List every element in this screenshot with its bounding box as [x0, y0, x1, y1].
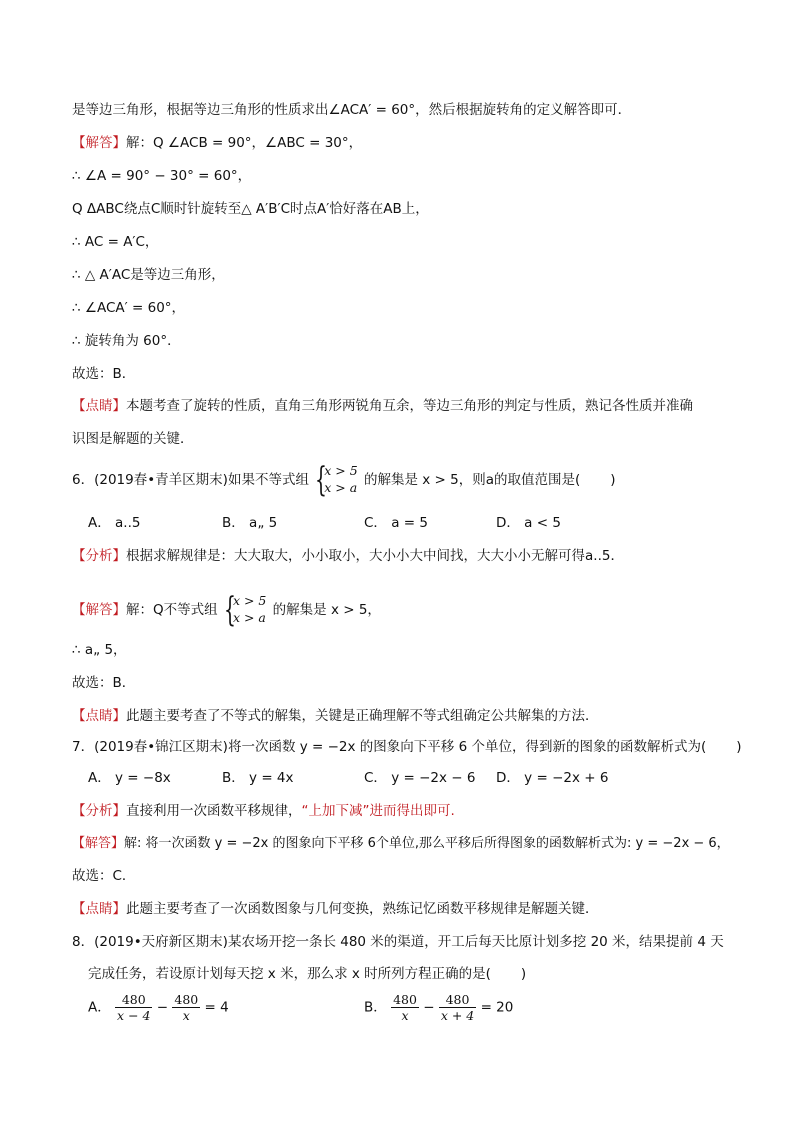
option-b: [364, 992, 513, 1023]
answer-text: 解：Q ∠ACB = 90°，∠ABC = 30°，: [126, 135, 363, 151]
option-b: B． a„ 5: [222, 515, 278, 531]
text-line: 识图是解题的关键．: [72, 431, 194, 447]
option-d: D． a < 5: [496, 515, 561, 531]
answer-blank-close: ): [520, 966, 527, 982]
text-line: 故选：B．: [72, 675, 136, 691]
numerator: 480: [115, 992, 152, 1008]
option-a: [88, 992, 229, 1023]
text-line: [72, 706, 599, 726]
numerator: 480: [439, 992, 476, 1008]
right-hand-side: = 4: [204, 999, 229, 1016]
text-line: ∴ △ A′AC是等边三角形，: [72, 267, 225, 283]
text-line: [72, 899, 599, 919]
answer-blank-close: ): [736, 739, 742, 755]
comment-tag: 【点睛】: [72, 398, 126, 414]
operator: −: [156, 999, 169, 1016]
denominator: x − 4: [117, 1008, 151, 1023]
inequality-system: [315, 462, 357, 498]
answer-tag: 【解答】: [72, 836, 125, 851]
text-line: [72, 834, 730, 854]
text-line: ∴ ∠A = 90° − 30° = 60°，: [72, 168, 252, 184]
text-line: 是等边三角形，根据等边三角形的性质求出∠ACA′ = 60°，然后根据旋转角的定义解答即可．: [72, 102, 632, 118]
option-c: C． a = 5: [364, 515, 428, 531]
system-row: x > a: [324, 480, 358, 495]
text-line: [72, 546, 624, 566]
option-c: C． y = −2x − 6: [364, 770, 476, 786]
fraction: [172, 992, 200, 1023]
fraction: [115, 992, 152, 1023]
text-line: Q ΔABC绕点C顺时针旋转至△ A′B′C时点A′恰好落在AB上，: [72, 201, 429, 217]
text-line: ∴ AC = A′C，: [72, 234, 159, 250]
question-8-line2: [88, 964, 526, 984]
analysis-highlight: “上加下减”进而得出即可.: [301, 803, 455, 819]
text-line: ∴ ∠ACA′ = 60°，: [72, 300, 186, 316]
text-line: [72, 592, 381, 628]
text-line: [72, 133, 362, 153]
analysis-tag: 【分析】: [72, 803, 126, 819]
comment-tag: 【点睛】: [72, 708, 126, 724]
text-line: ∴ 旋转角为 60°．: [72, 333, 181, 349]
text-line: ∴ a„ 5，: [72, 642, 127, 658]
fraction: [439, 992, 476, 1023]
text-line: [72, 396, 693, 416]
denominator: x: [401, 1008, 409, 1023]
option-a: A． a..5: [88, 515, 141, 531]
answer-text: 解：Q不等式组: [126, 602, 218, 618]
question-6-prefix: 6．(2019春•青羊区期末)如果不等式组: [72, 472, 309, 488]
fraction: [391, 992, 419, 1023]
analysis-tag: 【分析】: [72, 548, 126, 564]
question-6: [72, 462, 616, 498]
answer-text: 的解集是 x > 5，: [272, 602, 381, 618]
answer-tag: 【解答】: [72, 135, 126, 151]
comment-tag: 【点睛】: [72, 901, 126, 917]
numerator: 480: [174, 992, 199, 1007]
denominator: x: [182, 1008, 190, 1023]
numerator: 480: [393, 992, 417, 1007]
question-8-text: 完成任务，若设原计划每天挖 x 米，那么求 x 时所列方程正确的是(: [88, 966, 491, 982]
analysis-text: 直接利用一次函数平移规律，: [126, 803, 302, 819]
system-row: x > a: [232, 610, 266, 625]
option-a: A． y = −8x: [88, 770, 171, 786]
analysis-text: 根据求解规律是：大大取大，小小取小，大小小大中间找，大大小小无解可得a..5．: [126, 548, 624, 564]
question-7-text: 7．(2019春•锦江区期末)将一次函数 y = −2x 的图象向下平移 6 个单位，得到新的图象的函数解析式为(: [72, 739, 707, 755]
text-line: 故选：B．: [72, 366, 136, 382]
brace-icon: {: [315, 460, 328, 500]
option-d: D． y = −2x + 6: [496, 770, 609, 786]
text-line: 故选：C．: [72, 868, 136, 884]
brace-icon: {: [223, 590, 236, 630]
comment-text: 此题主要考查了不等式的解集，关键是正确理解不等式组确定公共解集的方法．: [126, 708, 599, 724]
operator: −: [423, 999, 435, 1016]
denominator: x + 4: [440, 1008, 475, 1023]
question-8-line1: 8．(2019•天府新区期末)某农场开挖一条长 480 米的渠道，开工后每天比原计划多挖 20 米，结果提前 4 天: [72, 934, 724, 950]
answer-text: 解: 将一次函数 y = −2x 的图象向下平移 6个单位,那么平移后所得图象的函数解析式为: y = −2x − 6，: [124, 836, 730, 851]
comment-text: 本题考查了旋转的性质，直角三角形两锐角互余，等边三角形的判定与性质，熟记各性质并准确: [126, 398, 693, 414]
question-7: [72, 737, 742, 757]
answer-tag: 【解答】: [72, 602, 126, 618]
option-label: A．: [88, 999, 111, 1016]
text-line: [72, 801, 455, 821]
system-row: x > 5: [324, 463, 358, 478]
option-b: B． y = 4x: [222, 770, 294, 786]
option-label: B．: [364, 999, 387, 1016]
system-row: x > 5: [232, 593, 267, 608]
inequality-system: [224, 592, 266, 628]
right-hand-side: = 20: [480, 999, 514, 1016]
question-6-suffix: 的解集是 x > 5，则a的取值范围是(: [363, 472, 581, 488]
comment-text: 此题主要考查了一次函数图象与几何变换，熟练记忆函数平移规律是解题关键．: [126, 901, 599, 917]
answer-blank-close: ): [610, 472, 616, 488]
